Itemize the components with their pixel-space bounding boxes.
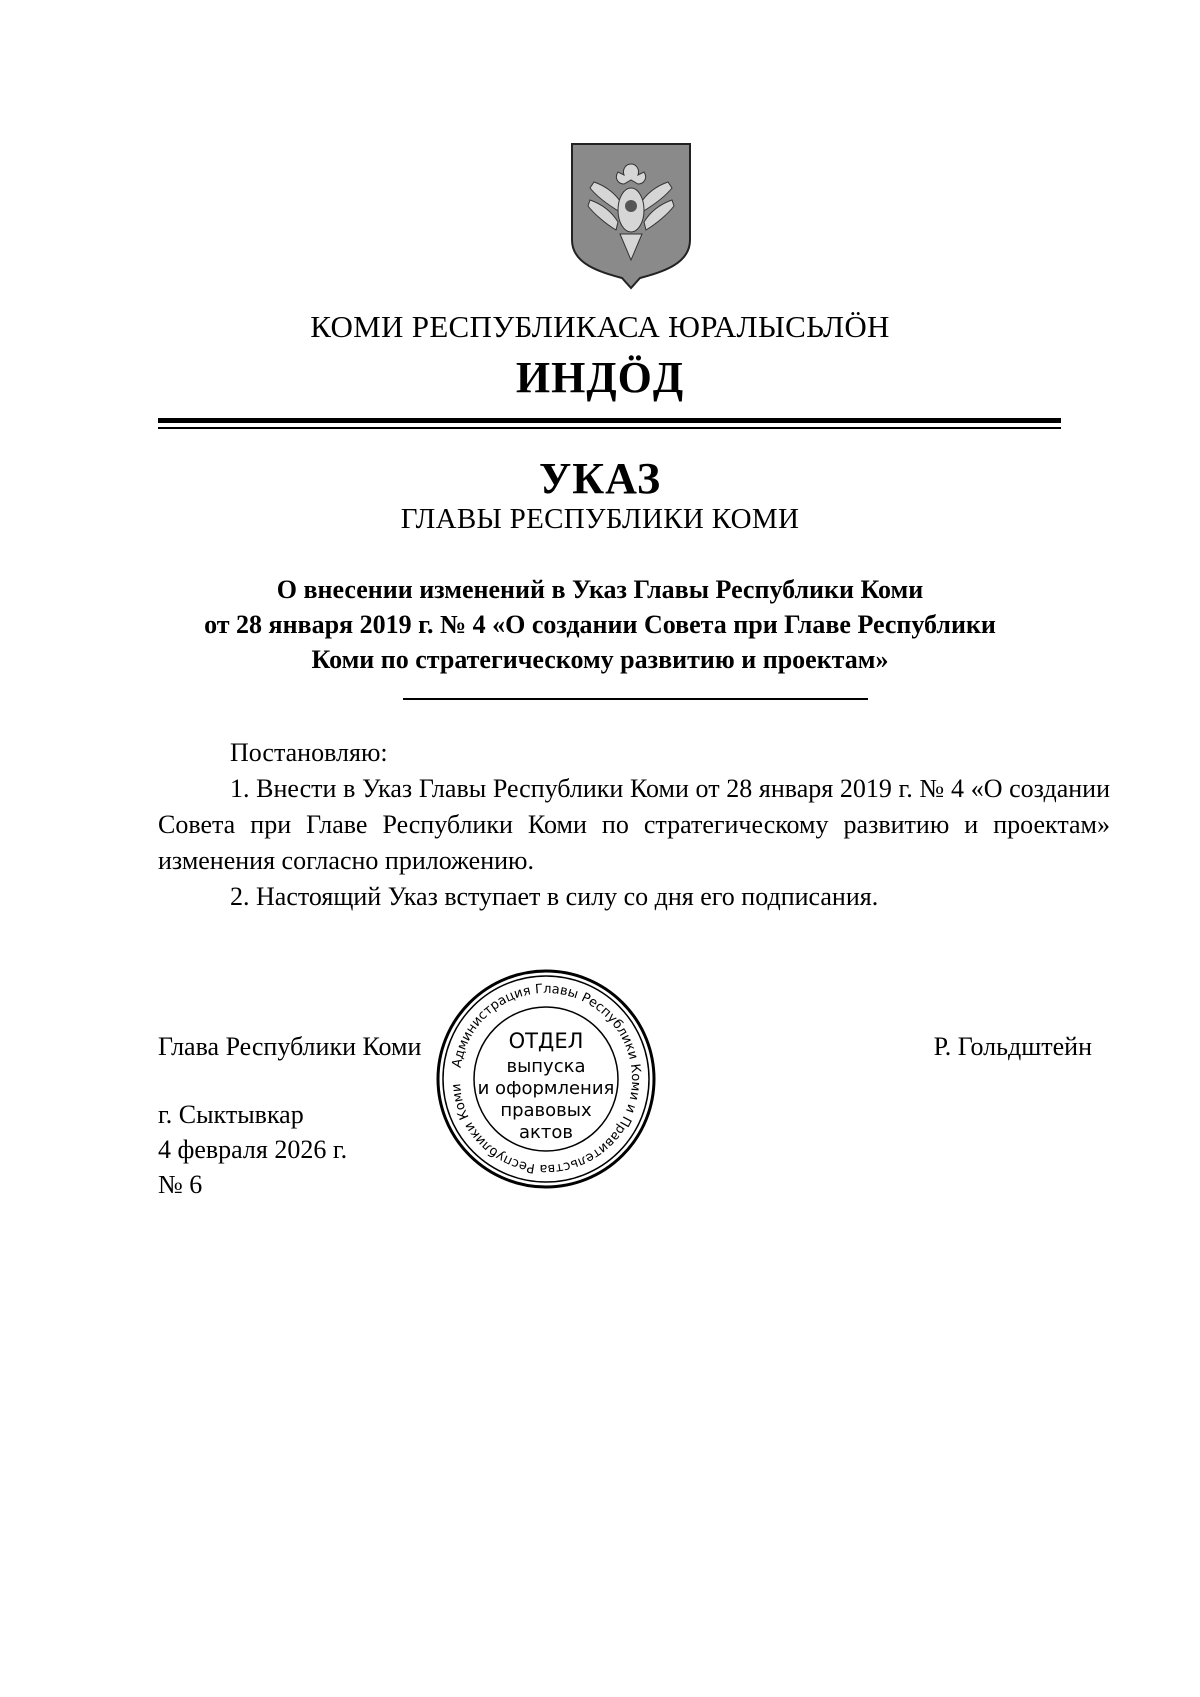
doc-type-komi: ИНДÖД [515,353,685,402]
decree-title [0,572,1200,677]
republic-header: КОМИ РЕСПУБЛИКАСА ЮРАЛЫСЬЛÖН [310,309,890,344]
decree-body [158,735,1110,915]
header-divider-thick [158,418,1061,423]
decree-date: 4 февраля 2026 г. [158,1135,348,1164]
stamp-line: правовых [500,1100,592,1121]
decree-title-line: Коми по стратегическому развитию и проектам» [311,645,889,674]
stamp-ring-text: Администрация Главы Республики Коми и Правительства Республики Коми [449,981,644,1177]
decree-title-line: от 28 января 2019 г. № 4 «О создании Совета при Главе Республики [204,610,996,639]
decree-number: № 6 [158,1170,203,1199]
decree-item-1: 1. Внести в Указ Главы Республики Коми от 28 января 2019 г. № 4 «О создании Совета при Главе Республики Коми по стратегическому развитию и проектам» изменения согласно приложению. [158,774,1110,875]
decree-title-line: О внесении изменений в Указ Главы Республики Коми [276,575,924,604]
decree-type: УКАЗ [538,454,662,503]
city: г. Сыктывкар [158,1100,304,1129]
header-divider-thin [158,427,1061,429]
stamp-line: выпуска [506,1056,586,1077]
signatory-name: Р. Гольдштейн [933,1032,1092,1061]
decree-item-2: 2. Настоящий Указ вступает в силу со дня его подписания. [230,882,879,911]
title-underline [403,698,868,700]
place-and-date [158,1097,347,1202]
stamp-line: актов [518,1122,574,1143]
preamble: Постановляю: [230,738,388,767]
stamp-line: и оформления [477,1078,615,1099]
coat-of-arms-emblem [570,142,692,290]
signatory-position: Глава Республики Коми [158,1032,422,1061]
official-stamp [435,968,657,1190]
decree-issuer: ГЛАВЫ РЕСПУБЛИКИ КОМИ [400,503,800,535]
stamp-line: ОТДЕЛ [508,1029,584,1053]
